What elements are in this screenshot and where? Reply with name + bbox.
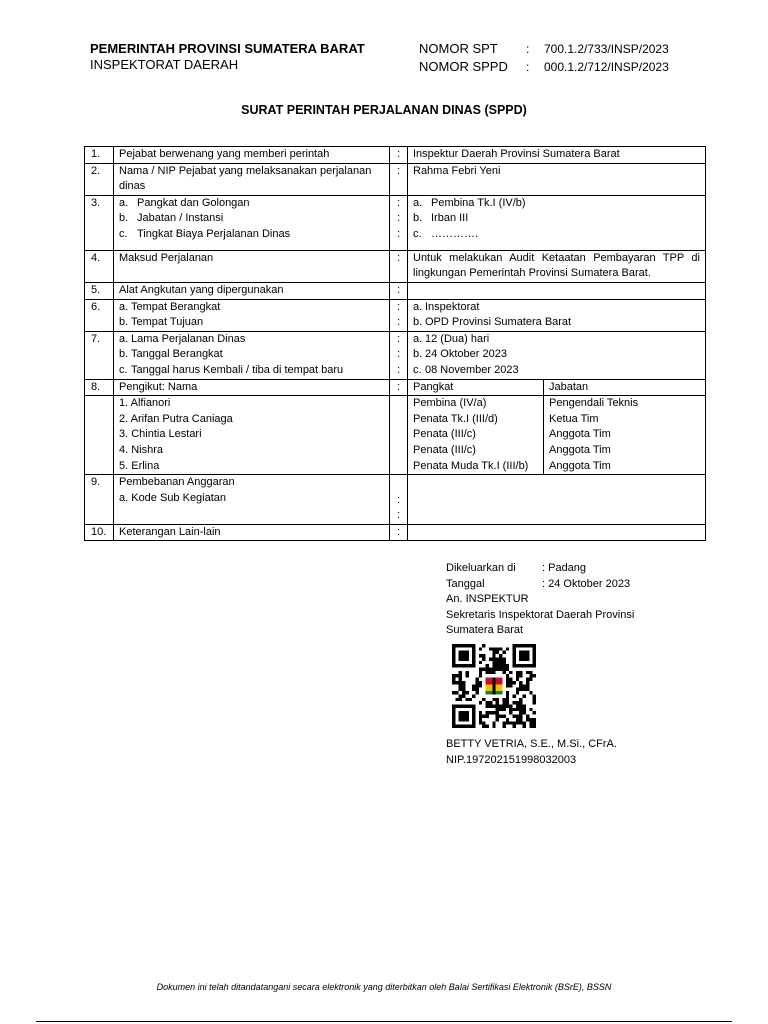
row-value: Inspektur Daerah Provinsi Sumatera Barat [408, 147, 706, 164]
dikeluarkan-value: : Padang [542, 562, 587, 574]
row-label: Maksud Perjalanan [114, 250, 390, 282]
header-org: PEMERINTAH PROVINSI SUMATERA BARAT [90, 41, 365, 56]
row-colon: : [396, 348, 401, 361]
row-value [408, 475, 706, 525]
list-item: 3. Chintia Lestari [119, 428, 202, 441]
list-value: …………. [431, 227, 479, 240]
row-number: 1. [85, 147, 114, 164]
list-marker: c. [413, 227, 422, 240]
list-item: 1. Alfianori [119, 397, 171, 410]
sppd-table [84, 146, 706, 541]
list-item: Ketua Tim [549, 412, 599, 425]
row-colon: : [396, 196, 401, 209]
list-label: Lama Perjalanan Dinas [131, 332, 246, 345]
row-value-list [408, 299, 706, 331]
row-label: Keterangan Lain-lain [114, 524, 390, 541]
table-row [85, 379, 706, 396]
nomor-sppd-label: NOMOR SPPD [419, 59, 508, 74]
row-colons [390, 475, 408, 525]
list-item: Anggota Tim [549, 459, 611, 472]
list-value: 24 Oktober 2023 [425, 348, 507, 361]
row-colons [390, 195, 408, 250]
list-marker: a. [119, 196, 129, 209]
list-value: 08 November 2023 [425, 363, 519, 376]
row-value: Rahma Febri Yeni [408, 163, 706, 195]
row-value [408, 524, 706, 541]
list-value: Inspektorat [425, 300, 480, 313]
table-row [85, 147, 706, 164]
row-colon: : [396, 300, 401, 313]
list-item: 4. Nishra [119, 443, 164, 456]
row-number [85, 396, 114, 475]
list-marker: a. [119, 332, 129, 345]
pangkat-header: Pangkat [408, 379, 544, 396]
dikeluarkan-label: Dikeluarkan di [446, 562, 516, 574]
list-value: OPD Provinsi Sumatera Barat [425, 316, 572, 329]
row-colon: : [396, 332, 401, 345]
signature-block [446, 561, 634, 639]
row-value [408, 282, 706, 299]
footer-note: Dokumen ini telah ditandatangani secara elektronik yang diterbitkan oleh Balai Sertifikasi Elektronik (BSrE), BSSN [156, 982, 612, 992]
table-row [85, 163, 706, 195]
list-label: Tempat Berangkat [131, 300, 221, 313]
row-colon: : [390, 282, 408, 299]
row-label-list [114, 195, 390, 250]
row-label: Pengikut: Nama [114, 379, 390, 396]
row-label-list [114, 475, 390, 525]
list-marker: a. [413, 300, 423, 313]
list-item: 5. Erlina [119, 459, 160, 472]
nomor-spt-label: NOMOR SPT [419, 41, 498, 56]
document-title: SURAT PERINTAH PERJALANAN DINAS (SPPD) [241, 103, 527, 117]
list-marker: b. [119, 316, 129, 329]
row-label: Nama / NIP Pejabat yang melaksanakan perjalanan dinas [114, 163, 390, 195]
list-label: Tanggal Berangkat [131, 348, 223, 361]
list-label: Pangkat dan Golongan [137, 196, 250, 209]
list-item: 2. Arifan Putra Caniaga [119, 412, 233, 425]
table-row [85, 396, 706, 475]
row-value: Untuk melakukan Audit Ketaatan Pembayaran TPP di lingkungan Pemerintah Provinsi Sumatera Barat. [408, 250, 706, 282]
list-marker: b. [119, 348, 129, 361]
list-item: Pengendali Teknis [549, 397, 639, 410]
jabatan-header: Jabatan [544, 379, 706, 396]
list-label: Tanggal harus Kembali / tiba di tempat baru [131, 363, 344, 376]
tanggal-label: Tanggal [446, 577, 485, 590]
row-number: 8. [85, 379, 114, 396]
table-row [85, 195, 706, 250]
row-label-list [114, 299, 390, 331]
row-number: 3. [85, 195, 114, 250]
row-colon: : [390, 524, 408, 541]
row-colons [390, 299, 408, 331]
list-value: Pembina Tk.I (IV/b) [431, 196, 526, 209]
row-colon: : [396, 363, 401, 376]
row-colon: : [390, 379, 408, 396]
list-item: Penata (III/c) [413, 428, 476, 441]
row-colon: : [390, 250, 408, 282]
row-colon: : [396, 509, 401, 522]
footer-divider [36, 1021, 732, 1022]
qr-code-icon [452, 644, 536, 728]
pengikut-jabatan [544, 396, 706, 475]
list-item: Penata (III/c) [413, 443, 476, 456]
row-number: 9. [85, 475, 114, 525]
row-number: 5. [85, 282, 114, 299]
list-label: Tempat Tujuan [131, 316, 204, 329]
table-row [85, 524, 706, 541]
row-colon: : [396, 227, 401, 240]
row-label: Pejabat berwenang yang memberi perintah [114, 147, 390, 164]
nomor-spt-value: 700.1.2/733/INSP/2023 [544, 42, 669, 56]
row-colon: : [390, 163, 408, 195]
row-number: 2. [85, 163, 114, 195]
list-item: Anggota Tim [549, 443, 611, 456]
signer-position-line1: Sekretaris Inspektorat Daerah Provinsi [446, 608, 635, 621]
nomor-spt-colon: : [526, 42, 530, 56]
list-marker: c. [413, 363, 422, 376]
row-number: 10. [85, 524, 114, 541]
list-marker: b. [413, 212, 423, 225]
row-colon: : [396, 493, 401, 506]
row-label-list [114, 331, 390, 379]
list-item: Penata Muda Tk.I (III/b) [413, 459, 529, 472]
row-colon [390, 396, 408, 475]
signer-position-line2: Sumatera Barat [446, 624, 524, 636]
row-value-list [408, 331, 706, 379]
header-unit: INSPEKTORAT DAERAH [90, 57, 239, 72]
table-row [85, 250, 706, 282]
list-label: Tingkat Biaya Perjalanan Dinas [137, 227, 291, 240]
list-marker: a. [413, 332, 423, 345]
table-row [85, 331, 706, 379]
list-value: Irban III [431, 212, 469, 225]
row-colon: : [396, 212, 401, 225]
row-value-list [408, 195, 706, 250]
tanggal-value: : 24 Oktober 2023 [542, 577, 631, 590]
row-label: Pembebanan Anggaran [119, 476, 235, 489]
nomor-sppd-colon: : [526, 60, 530, 74]
row-label: Alat Angkutan yang dipergunakan [114, 282, 390, 299]
row-number: 7. [85, 331, 114, 379]
an-inspektur: An. INSPEKTUR [446, 593, 529, 605]
row-sublabel: a. Kode Sub Kegiatan [119, 491, 227, 504]
table-row [85, 299, 706, 331]
list-marker: b. [413, 316, 423, 329]
list-marker: c. [119, 363, 128, 376]
signer-name: BETTY VETRIA, S.E., M.Si., CFrA. [446, 738, 617, 750]
pengikut-names [114, 396, 390, 475]
list-marker: b. [413, 348, 423, 361]
list-marker: a. [119, 300, 129, 313]
row-colon: : [396, 316, 401, 329]
list-marker: a. [413, 196, 423, 209]
list-marker: c. [119, 227, 128, 240]
list-item: Anggota Tim [549, 428, 611, 441]
row-colon: : [390, 147, 408, 164]
list-value: 12 (Dua) hari [425, 332, 490, 345]
row-number: 4. [85, 250, 114, 282]
list-marker: b. [119, 212, 129, 225]
nomor-sppd-value: 000.1.2/712/INSP/2023 [544, 60, 669, 74]
list-item: Penata Tk.I (III/d) [413, 412, 498, 425]
list-label: Jabatan / Instansi [137, 212, 224, 225]
table-row [85, 475, 706, 525]
row-colons [390, 331, 408, 379]
row-number: 6. [85, 299, 114, 331]
signer-nip: NIP.197202151998032003 [446, 753, 577, 766]
signer-info [446, 737, 617, 768]
list-item: Pembina (IV/a) [413, 397, 487, 410]
pengikut-pangkat [408, 396, 544, 475]
table-row [85, 282, 706, 299]
